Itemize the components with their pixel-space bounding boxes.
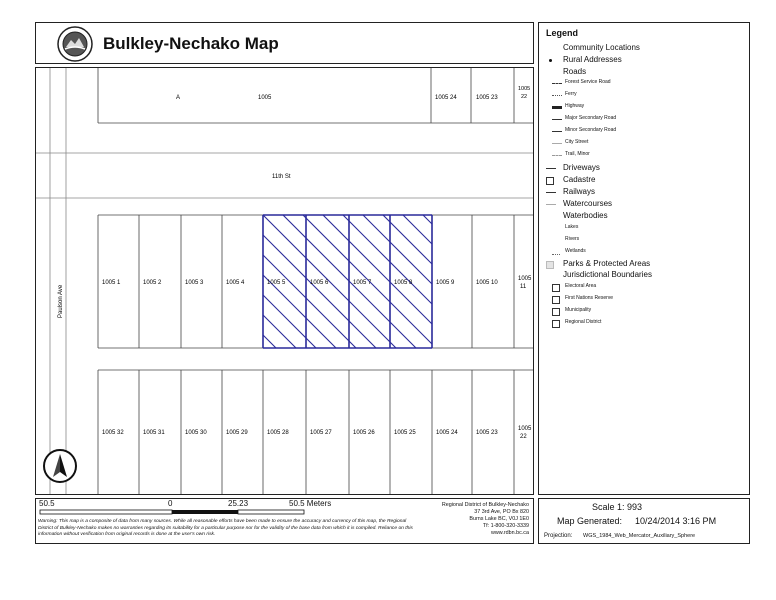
legend-item-label: Ferry: [565, 91, 577, 97]
legend-item-label: Driveways: [563, 163, 600, 172]
thin-line-icon: [546, 204, 556, 205]
map-canvas: [36, 68, 534, 495]
scale-tick-zero: 0: [168, 499, 173, 508]
hatch-line: [103, 215, 236, 348]
legend-item-label: Regional District: [565, 319, 602, 325]
line-icon: [546, 168, 556, 169]
middle-lot-label: 1005 10: [476, 280, 498, 286]
contact-line: Burns Lake BC, V0J 1E0: [469, 516, 529, 522]
generated-label: Map Generated:: [557, 516, 623, 526]
legend-item-label: Electoral Area: [565, 283, 597, 289]
scale-bar: [39, 509, 339, 515]
top-label-a: A: [176, 95, 181, 101]
middle-lot-label: 1005 6: [310, 280, 329, 286]
bottom-lot-label: 1005 27: [310, 430, 332, 436]
bottom-lot-label: 1005 23: [476, 430, 498, 436]
middle-lot-label: 1005 2: [143, 280, 162, 286]
top-label-24: 1005 24: [435, 95, 457, 101]
contact-line: www.rdbn.bc.ca: [490, 530, 529, 536]
middle-lot-label: 1005 5: [267, 280, 286, 286]
line-icon: [552, 131, 562, 132]
box-icon: [546, 177, 554, 185]
box-icon: [552, 320, 560, 328]
grey-box-icon: [546, 261, 554, 269]
middle-lot-label: 1005 8: [394, 280, 413, 286]
legend-item-label: Minor Secondary Road: [565, 127, 617, 133]
bottom-lot-label: 1005 29: [226, 430, 248, 436]
legend-item-label: City Street: [565, 139, 589, 145]
middle-lot-label: 1005 7: [353, 280, 372, 286]
dot-icon: [549, 59, 552, 62]
rdbn-seal-icon: [56, 25, 94, 63]
top-block: [98, 68, 534, 123]
scale-tick-mid: 25.23: [228, 499, 249, 508]
contact-line: 37 3rd Ave, PO Bx 820: [474, 509, 529, 515]
scale-tick-left: 50.5: [39, 499, 55, 508]
street-label-11th: 11th St: [272, 174, 291, 180]
dashed-line-icon: [552, 83, 562, 84]
legend-item-label: Railways: [563, 187, 596, 196]
legend-item-label: Municipality: [565, 307, 592, 313]
contact-line: Tf: 1-800-320-3339: [482, 523, 529, 529]
bottom-lot-label: 1005 26: [353, 430, 375, 436]
map-title: Bulkley-Nechako Map: [103, 34, 279, 53]
bottom-lot-label: 1005: [518, 426, 532, 432]
middle-lot-label: 1005 3: [185, 280, 204, 286]
dotted-line-icon: [552, 95, 562, 96]
top-label-22-a: 1005: [518, 86, 531, 92]
legend-item-label: Jurisdictional Boundaries: [563, 270, 652, 279]
legend-item-label: Major Secondary Road: [565, 115, 617, 121]
middle-lot-label: 1005 9: [436, 280, 455, 286]
middle-lot-label: 1005 4: [226, 280, 245, 286]
contact-line: Regional District of Bulkley-Nechako: [441, 502, 529, 508]
scale-value: Scale 1: 993: [592, 502, 643, 512]
legend-item-label: Trail, Minor: [565, 151, 590, 157]
bottom-lot-label: 1005 31: [143, 430, 165, 436]
box-icon: [552, 284, 560, 292]
legend-item-label: Rural Addresses: [563, 55, 622, 64]
info-frame: [538, 498, 750, 544]
contact-block: [442, 502, 529, 537]
bottom-lots: [98, 370, 534, 495]
legend-title: Legend: [546, 28, 579, 38]
legend-item-label: Lakes: [565, 224, 579, 230]
map-frame: [35, 67, 534, 495]
legend-item-label: Highway: [565, 103, 585, 109]
bottom-lot-label: 1005 24: [436, 430, 458, 436]
middle-lot-label: 1005 1: [102, 280, 121, 286]
legend-item-label: First Nations Reserve: [565, 295, 614, 301]
top-label-23: 1005 23: [476, 95, 498, 101]
legend-item-label: Forest Service Road: [565, 79, 611, 85]
bottom-lot-label: 1005 32: [102, 430, 124, 436]
wetland-icon: [552, 250, 560, 255]
bottom-lot-label: 1005 30: [185, 430, 207, 436]
legend-item-label: Waterbodies: [563, 211, 608, 220]
bottom-lot-label: 1005 28: [267, 430, 289, 436]
hatch-line: [143, 215, 276, 348]
legend-item-label: Watercourses: [563, 199, 613, 208]
scale-tick-right: 50.5 Meters: [289, 499, 332, 508]
legend-item-label: Cadastre: [563, 175, 596, 184]
title-frame: [35, 22, 534, 64]
bottom-lot-label: 1005 25: [394, 430, 416, 436]
thin-line-icon: [552, 143, 562, 144]
legend-item-label: Parks & Protected Areas: [563, 259, 651, 268]
projection-label: Projection:: [544, 533, 573, 539]
line-icon: [552, 119, 562, 120]
legend-frame: [538, 22, 750, 495]
box-icon: [552, 296, 560, 304]
legend-item-label: Wetlands: [565, 248, 586, 254]
generated-value: 10/24/2014 3:16 PM: [635, 516, 717, 526]
legend-item-label: Rivers: [565, 236, 580, 242]
projection-value: WGS_1984_Web_Mercator_Auxiliary_Sphere: [583, 533, 696, 539]
top-label-22: 22: [521, 94, 528, 100]
rail-icon: [546, 192, 556, 193]
disclaimer-text: Warning: This map is a composite of data from many sources. While all reasonable efforts have been made to ensure the accuracy and currency of this map, the Regional District of Bulkley-Nechako makes no warranties regarding its suitability for a particular purpose nor for the validity of the base data from which it is compiled. Reliance on this information without verification from original records is done at the user's own risk.: [38, 519, 413, 538]
box-icon: [552, 308, 560, 316]
top-label-1005: 1005: [258, 95, 272, 101]
bottom-lot-label-suffix: 22: [520, 434, 527, 440]
street-label-paulson: Paulson Ave: [58, 284, 64, 318]
dash-line-icon: [552, 155, 562, 156]
scalebar-frame: [35, 498, 534, 544]
north-arrow-icon: [44, 450, 76, 482]
legend-item-label: Roads: [563, 67, 587, 76]
legend-item-label: Community Locations: [563, 43, 640, 52]
middle-lot-label: 1005: [518, 276, 532, 282]
middle-lot-label-suffix: 11: [520, 284, 527, 290]
thick-line-icon: [552, 106, 562, 109]
